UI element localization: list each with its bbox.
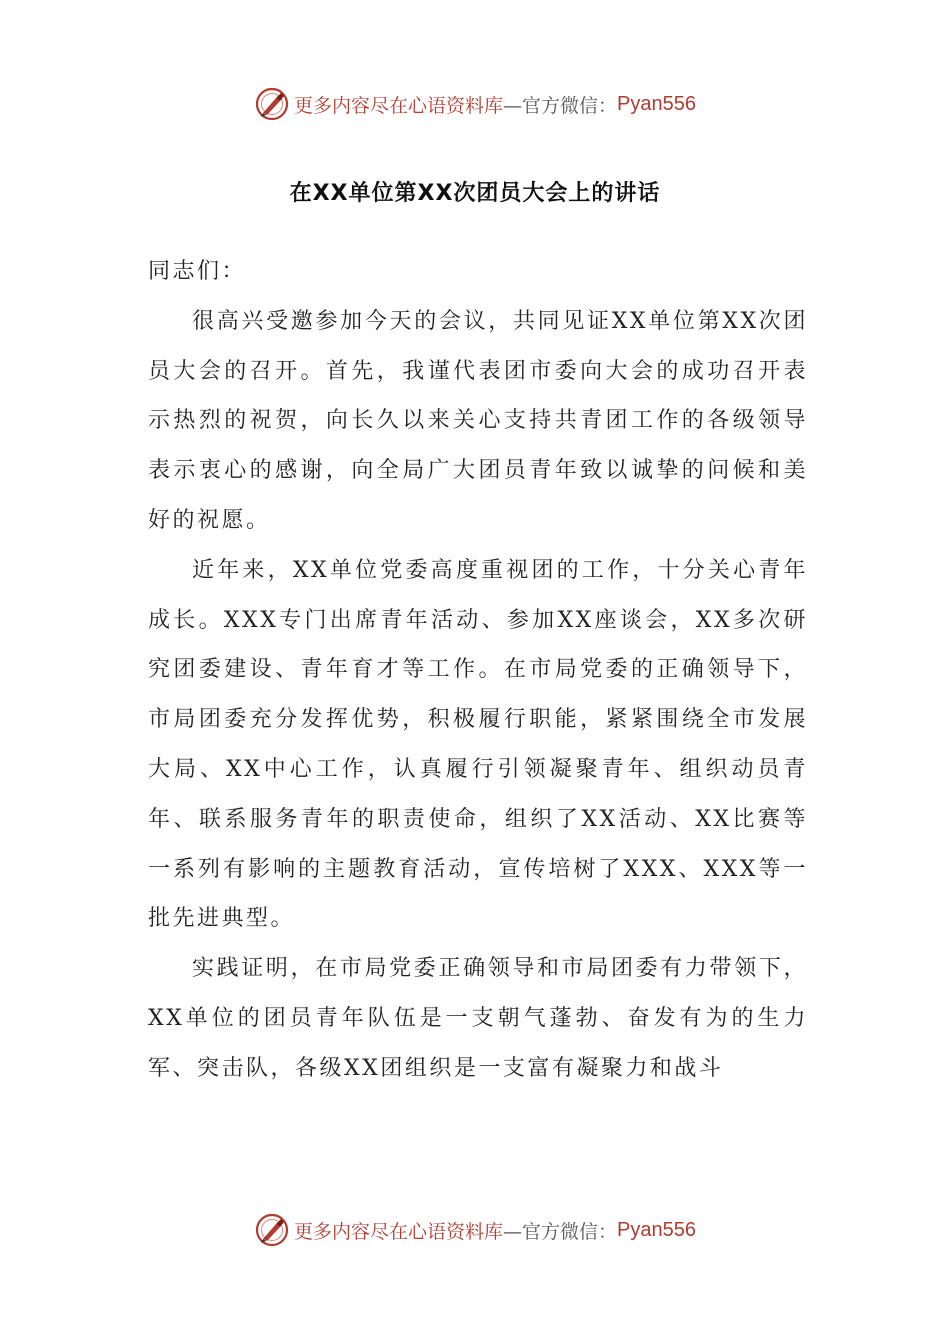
banner-text-wechat-label: —官方微信： <box>503 94 618 117</box>
document-title: 在XX单位第XX次团员大会上的讲话 <box>289 181 661 206</box>
banner-text-wechat-label: —官方微信： <box>503 1220 618 1243</box>
pen-logo-icon <box>254 86 290 122</box>
banner-text-library: 更多内容尽在心语资料库 <box>294 1220 504 1243</box>
pen-logo-icon <box>254 1212 290 1248</box>
banner-text-library: 更多内容尽在心语资料库 <box>294 94 504 117</box>
paragraph-2: 近年来，XX单位党委高度重视团的工作，十分关心青年成长。XXX专门出席青年活动、参加XX座谈会，XX多次研究团委建设、青年育才等工作。在市局党委的正确领导下，市局团委充分发挥优势，积极履行职能，紧紧围绕全市发展大局、XX中心工作，认真履行引领凝聚青年、组织动员青年、联系服务青年的职责使命，组织了XX活动、XX比赛等一系列有影响的主题教育活动，宣传培树了XXX、XXX等一批先进典型。 <box>148 557 808 932</box>
banner-text-wechat-id: Pyan556 <box>617 92 696 115</box>
footer-watermark-banner <box>0 1210 950 1250</box>
salutation: 同志们： <box>148 259 247 284</box>
paragraph-3: 实践证明，在市局党委正确领导和市局团委有力带领下，XX单位的团员青年队伍是一支朝气蓬勃、奋发有为的生力军、突击队，各级XX团组织是一支富有凝聚力和战斗 <box>148 956 808 1081</box>
paragraph-1: 很高兴受邀参加今天的会议，共同见证XX单位第XX次团员大会的召开。首先，我谨代表团市委向大会的成功召开表示热烈的祝贺，向长久以来关心支持共青团工作的各级领导表示衷心的感谢，向全局广大团员青年致以诚挚的问候和美好的祝愿。 <box>148 308 808 533</box>
banner-text-wechat-id: Pyan556 <box>617 1218 696 1241</box>
document-body <box>148 247 808 1094</box>
header-watermark-banner <box>0 84 950 124</box>
